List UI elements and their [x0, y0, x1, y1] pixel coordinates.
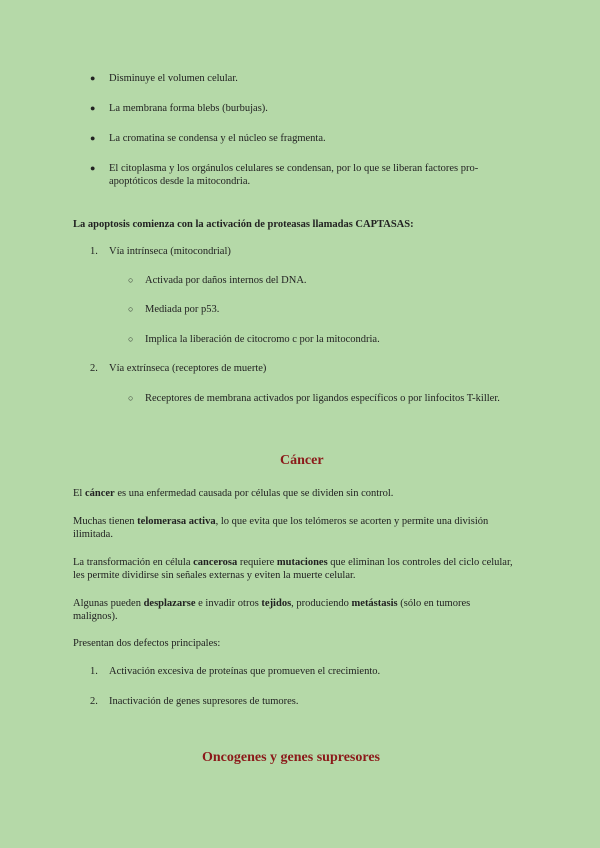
circle-bullet: ○ — [128, 275, 134, 285]
defect-item: Activación excesiva de proteínas que promueven el crecimiento. — [109, 666, 381, 677]
bullet-dot: ● — [90, 133, 96, 143]
bullet-item-3: La cromatina se condensa y el núcleo se fragmenta. — [109, 133, 326, 144]
list-number: 2. — [90, 363, 98, 374]
list-number: 1. — [90, 246, 98, 257]
circle-bullet: ○ — [128, 304, 134, 314]
bullet-item-2: La membrana forma blebs (burbujas). — [109, 103, 268, 114]
bullet-dot: ● — [90, 73, 96, 83]
apoptosis-heading: La apoptosis comienza con la activación de proteasas llamadas CAPTASAS: — [73, 219, 414, 230]
bullet-dot: ● — [90, 103, 96, 113]
circle-bullet: ○ — [128, 393, 134, 403]
list-number: 1. — [90, 666, 98, 677]
bullet-dot: ● — [90, 163, 96, 173]
section-title-oncogenes: Oncogenes y genes supresores — [202, 750, 380, 765]
bullet-item-4: El citoplasma y los orgánulos celulares se condensan, por lo que se liberan factores pro-apoptóticos desde la mitocondria. — [109, 163, 479, 187]
sub-item: Receptores de membrana activados por ligandos específicos o por linfocitos T-killer. — [145, 393, 500, 404]
bullet-item-1: Disminuye el volumen celular. — [109, 73, 238, 84]
list-number: 2. — [90, 696, 98, 707]
section-title-cancer: Cáncer — [280, 453, 324, 468]
paragraph: Muchas tienen telomerasa activa, lo que evita que los telómeros se acorten y permite una división ilimitada. — [73, 516, 489, 540]
pathway-intrinsic: Vía intrínseca (mitocondrial) — [109, 246, 231, 257]
circle-bullet: ○ — [128, 334, 134, 344]
paragraph: El cáncer es una enfermedad causada por células que se dividen sin control. — [73, 488, 394, 499]
paragraph: La transformación en célula cancerosa requiere mutaciones que eliminan los controles del ciclo celular, les permite dividirse sin señales externas y eviten la muerte celular. — [73, 557, 513, 581]
defect-item: Inactivación de genes supresores de tumores. — [109, 696, 299, 707]
sub-item: Mediada por p53. — [145, 304, 220, 315]
paragraph: Presentan dos defectos principales: — [73, 638, 221, 649]
pathway-extrinsic: Vía extrínseca (receptores de muerte) — [109, 363, 267, 374]
paragraph: Algunas pueden desplazarse e invadir otros tejidos, produciendo metástasis (sólo en tumores malignos). — [73, 598, 471, 622]
sub-item: Activada por daños internos del DNA. — [145, 275, 307, 286]
sub-item: Implica la liberación de citocromo c por la mitocondria. — [145, 334, 380, 345]
